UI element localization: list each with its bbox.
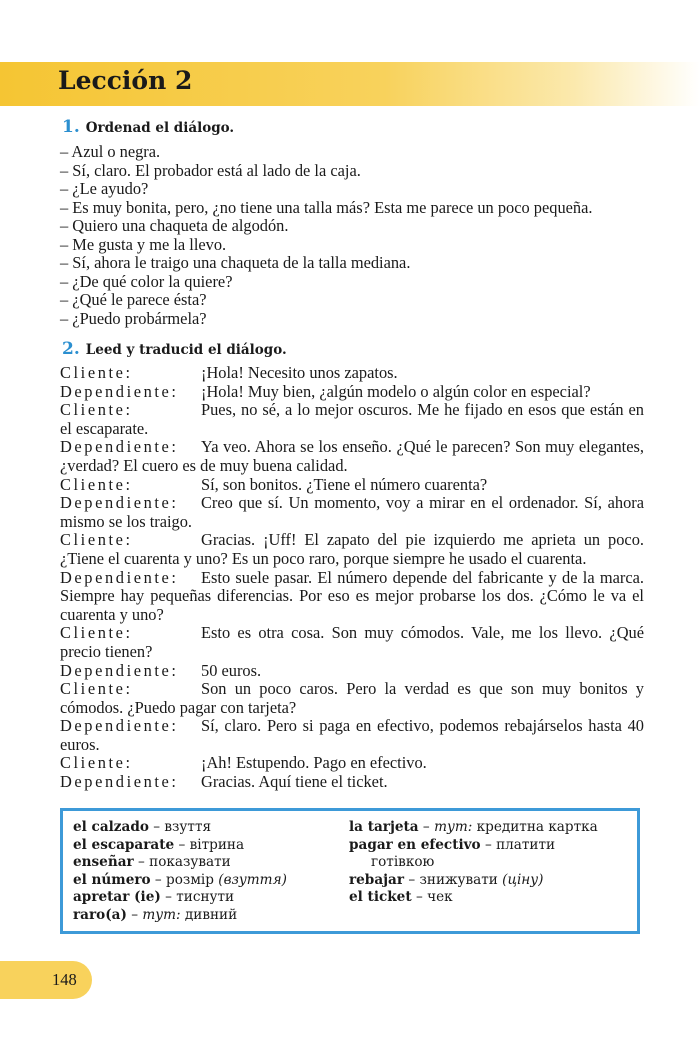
exercise-1-lines xyxy=(60,143,650,328)
exercise-1-heading xyxy=(62,117,234,137)
speaker-label: Dependiente: xyxy=(60,381,179,401)
exercise-2-dialog xyxy=(60,364,644,792)
vocab-term: raro(a) xyxy=(73,906,127,923)
vocab-entry xyxy=(349,889,634,907)
vocab-entry xyxy=(73,854,343,872)
vocab-dash: – xyxy=(133,854,150,871)
speaker-label: Cliente: xyxy=(60,400,133,420)
vocab-term: el ticket xyxy=(349,889,412,906)
vocab-translation: платити xyxy=(496,836,556,853)
vocab-term: pagar en efectivo xyxy=(349,836,481,853)
page-number: 148 xyxy=(52,970,77,989)
dialog-turn xyxy=(60,438,644,475)
vocab-entry xyxy=(73,907,343,925)
dialog-turn xyxy=(60,531,644,568)
vocab-context: тут: xyxy=(434,819,473,835)
speaker-label: Dependiente: xyxy=(60,660,179,680)
exercise-1-number: 1. xyxy=(62,117,80,137)
exercise-2-heading xyxy=(62,339,287,359)
dialog-turn xyxy=(60,773,644,792)
vocab-entry xyxy=(73,889,343,907)
speaker-label: Dependiente: xyxy=(60,567,179,587)
dialog-line: – Azul o negra. xyxy=(60,142,161,161)
dialog-turn xyxy=(60,494,644,531)
dialog-line: – Quiero una chaqueta de algodón. xyxy=(60,216,289,235)
turn-text: 50 euros. xyxy=(201,660,262,680)
speaker-label: Cliente: xyxy=(60,474,133,494)
vocab-translation: показувати xyxy=(149,854,231,871)
vocab-translation: взуття xyxy=(164,819,212,835)
vocab-translation: вітрина xyxy=(189,836,245,853)
vocab-dash: – xyxy=(126,906,143,923)
speaker-label: Cliente: xyxy=(60,530,133,550)
vocab-note: (взуття) xyxy=(218,871,287,888)
vocab-entry xyxy=(349,837,634,872)
dialog-line: – ¿Qué le parece ésta? xyxy=(60,290,207,309)
dialog-line: – Es muy bonita, pero, ¿no tiene una talla más? Esta me parece un poco pequeña. xyxy=(60,197,593,217)
vocab-dash: – xyxy=(404,871,420,888)
vocab-entry xyxy=(349,819,634,837)
turn-text: Esto suele pasar. El número depende del fabricante y de la marca. Siempre hay pequeñas diferencias. Por eso es mejor probarse los dos. ¿Cómo le va el cuarenta y uno? xyxy=(60,567,644,624)
vocabulary-box xyxy=(60,808,640,934)
vocab-entry xyxy=(73,872,343,890)
vocab-term: enseñar xyxy=(73,854,134,871)
vocabulary-column-right xyxy=(349,819,634,907)
vocab-context: тут: xyxy=(142,906,181,923)
speaker-label: Dependiente: xyxy=(60,437,179,457)
speaker-label: Dependiente: xyxy=(60,716,179,736)
turn-text: Pues, no sé, a lo mejor oscuros. Me he fijado en esos que están en el escaparate. xyxy=(60,400,644,438)
dialog-line: – ¿De qué color la quiere? xyxy=(60,271,233,291)
exercise-2-title: Leed y traducid el diálogo. xyxy=(85,342,287,358)
dialog-turn xyxy=(60,717,644,754)
vocab-dash: – xyxy=(160,889,177,906)
vocab-term: el número xyxy=(73,871,151,888)
vocab-term: la tarjeta xyxy=(349,819,419,835)
dialog-line: – Sí, ahora le traigo una chaqueta de la talla mediana. xyxy=(60,253,411,272)
speaker-label: Dependiente: xyxy=(60,493,179,513)
dialog-line: – ¿Puedo probármela? xyxy=(60,308,207,328)
vocab-term: apretar (ie) xyxy=(73,889,161,906)
vocab-dash: – xyxy=(411,889,428,906)
lesson-title: Lección 2 xyxy=(58,66,193,95)
turn-text: Creo que sí. Un momento, voy a mirar en el ordenador. Sí, ahora mismo se los traigo. xyxy=(60,493,644,531)
turn-text: ¡Hola! Necesito unos zapatos. xyxy=(201,363,398,382)
dialog-turn xyxy=(60,569,644,625)
vocab-translation: чек xyxy=(427,889,453,906)
turn-text: Gracias. Aquí tiene el ticket. xyxy=(201,772,388,792)
turn-text: Sí, son bonitos. ¿Tiene el número cuarenta? xyxy=(201,474,488,494)
dialog-line: – Sí, claro. El probador está al lado de la caja. xyxy=(60,160,361,180)
dialog-turn xyxy=(60,680,644,717)
turn-text: Son un poco caros. Pero la verdad es que son muy bonitos y cómodos. ¿Puedo pagar con tarjeta? xyxy=(60,679,644,717)
vocab-translation: тиснути xyxy=(176,889,235,906)
turn-text: Esto es otra cosa. Son muy cómodos. Vale, me los llevo. ¿Qué precio tienen? xyxy=(60,623,644,661)
dialog-turn xyxy=(60,754,644,773)
dialog-turn xyxy=(60,401,644,438)
vocab-term: el escaparate xyxy=(73,836,175,853)
vocab-translation: розмір xyxy=(166,871,219,888)
vocab-term: rebajar xyxy=(349,871,405,888)
speaker-label: Cliente: xyxy=(60,363,133,382)
dialog-turn xyxy=(60,662,644,681)
turn-text: ¡Hola! Muy bien, ¿algún modelo o algún color en especial? xyxy=(201,381,591,401)
exercise-2-number: 2. xyxy=(62,339,80,359)
vocabulary-column-left xyxy=(73,819,343,925)
dialog-turn xyxy=(60,383,644,402)
dialog-line: – Me gusta y me la llevo. xyxy=(60,234,227,254)
dialog-turn xyxy=(60,624,644,661)
vocab-dash: – xyxy=(174,836,190,853)
vocab-entry xyxy=(73,837,343,855)
vocab-dash: – xyxy=(148,819,165,835)
vocab-dash: – xyxy=(418,819,435,835)
vocab-translation-continued: готівкою xyxy=(371,854,435,871)
vocab-entry xyxy=(73,819,343,837)
turn-text: Sí, claro. Pero si paga en efectivo, podemos rebajárselos hasta 40 euros. xyxy=(60,716,644,754)
dialog-turn xyxy=(60,476,644,495)
speaker-label: Cliente: xyxy=(60,679,133,699)
turn-text: Gracias. ¡Uff! El zapato del pie izquierdo me aprieta un poco. ¿Tiene el cuarenta y uno? Es un poco raro, porque siempre he usado el cuarenta. xyxy=(60,530,644,568)
speaker-label: Dependiente: xyxy=(60,772,179,792)
vocab-dash: – xyxy=(150,871,167,888)
page-number-tab xyxy=(0,961,92,999)
vocab-translation: кредитна картка xyxy=(472,819,598,835)
vocab-note: (ціну) xyxy=(502,871,544,888)
dialog-line: – ¿Le ayudo? xyxy=(60,179,149,198)
speaker-label: Cliente: xyxy=(60,623,133,643)
vocab-translation: дивний xyxy=(180,906,238,923)
exercise-1-title: Ordenad el diálogo. xyxy=(85,120,235,136)
vocab-translation: знижувати xyxy=(419,871,503,888)
dialog-turn xyxy=(60,364,644,383)
vocab-entry xyxy=(349,872,634,890)
vocab-dash: – xyxy=(480,836,497,853)
speaker-label: Cliente: xyxy=(60,753,133,773)
turn-text: ¡Ah! Estupendo. Pago en efectivo. xyxy=(201,753,427,773)
vocab-term: el calzado xyxy=(73,819,149,835)
turn-text: Ya veo. Ahora se los enseño. ¿Qué le parecen? Son muy elegantes, ¿verdad? El cuero es de muy buena calidad. xyxy=(60,437,644,475)
